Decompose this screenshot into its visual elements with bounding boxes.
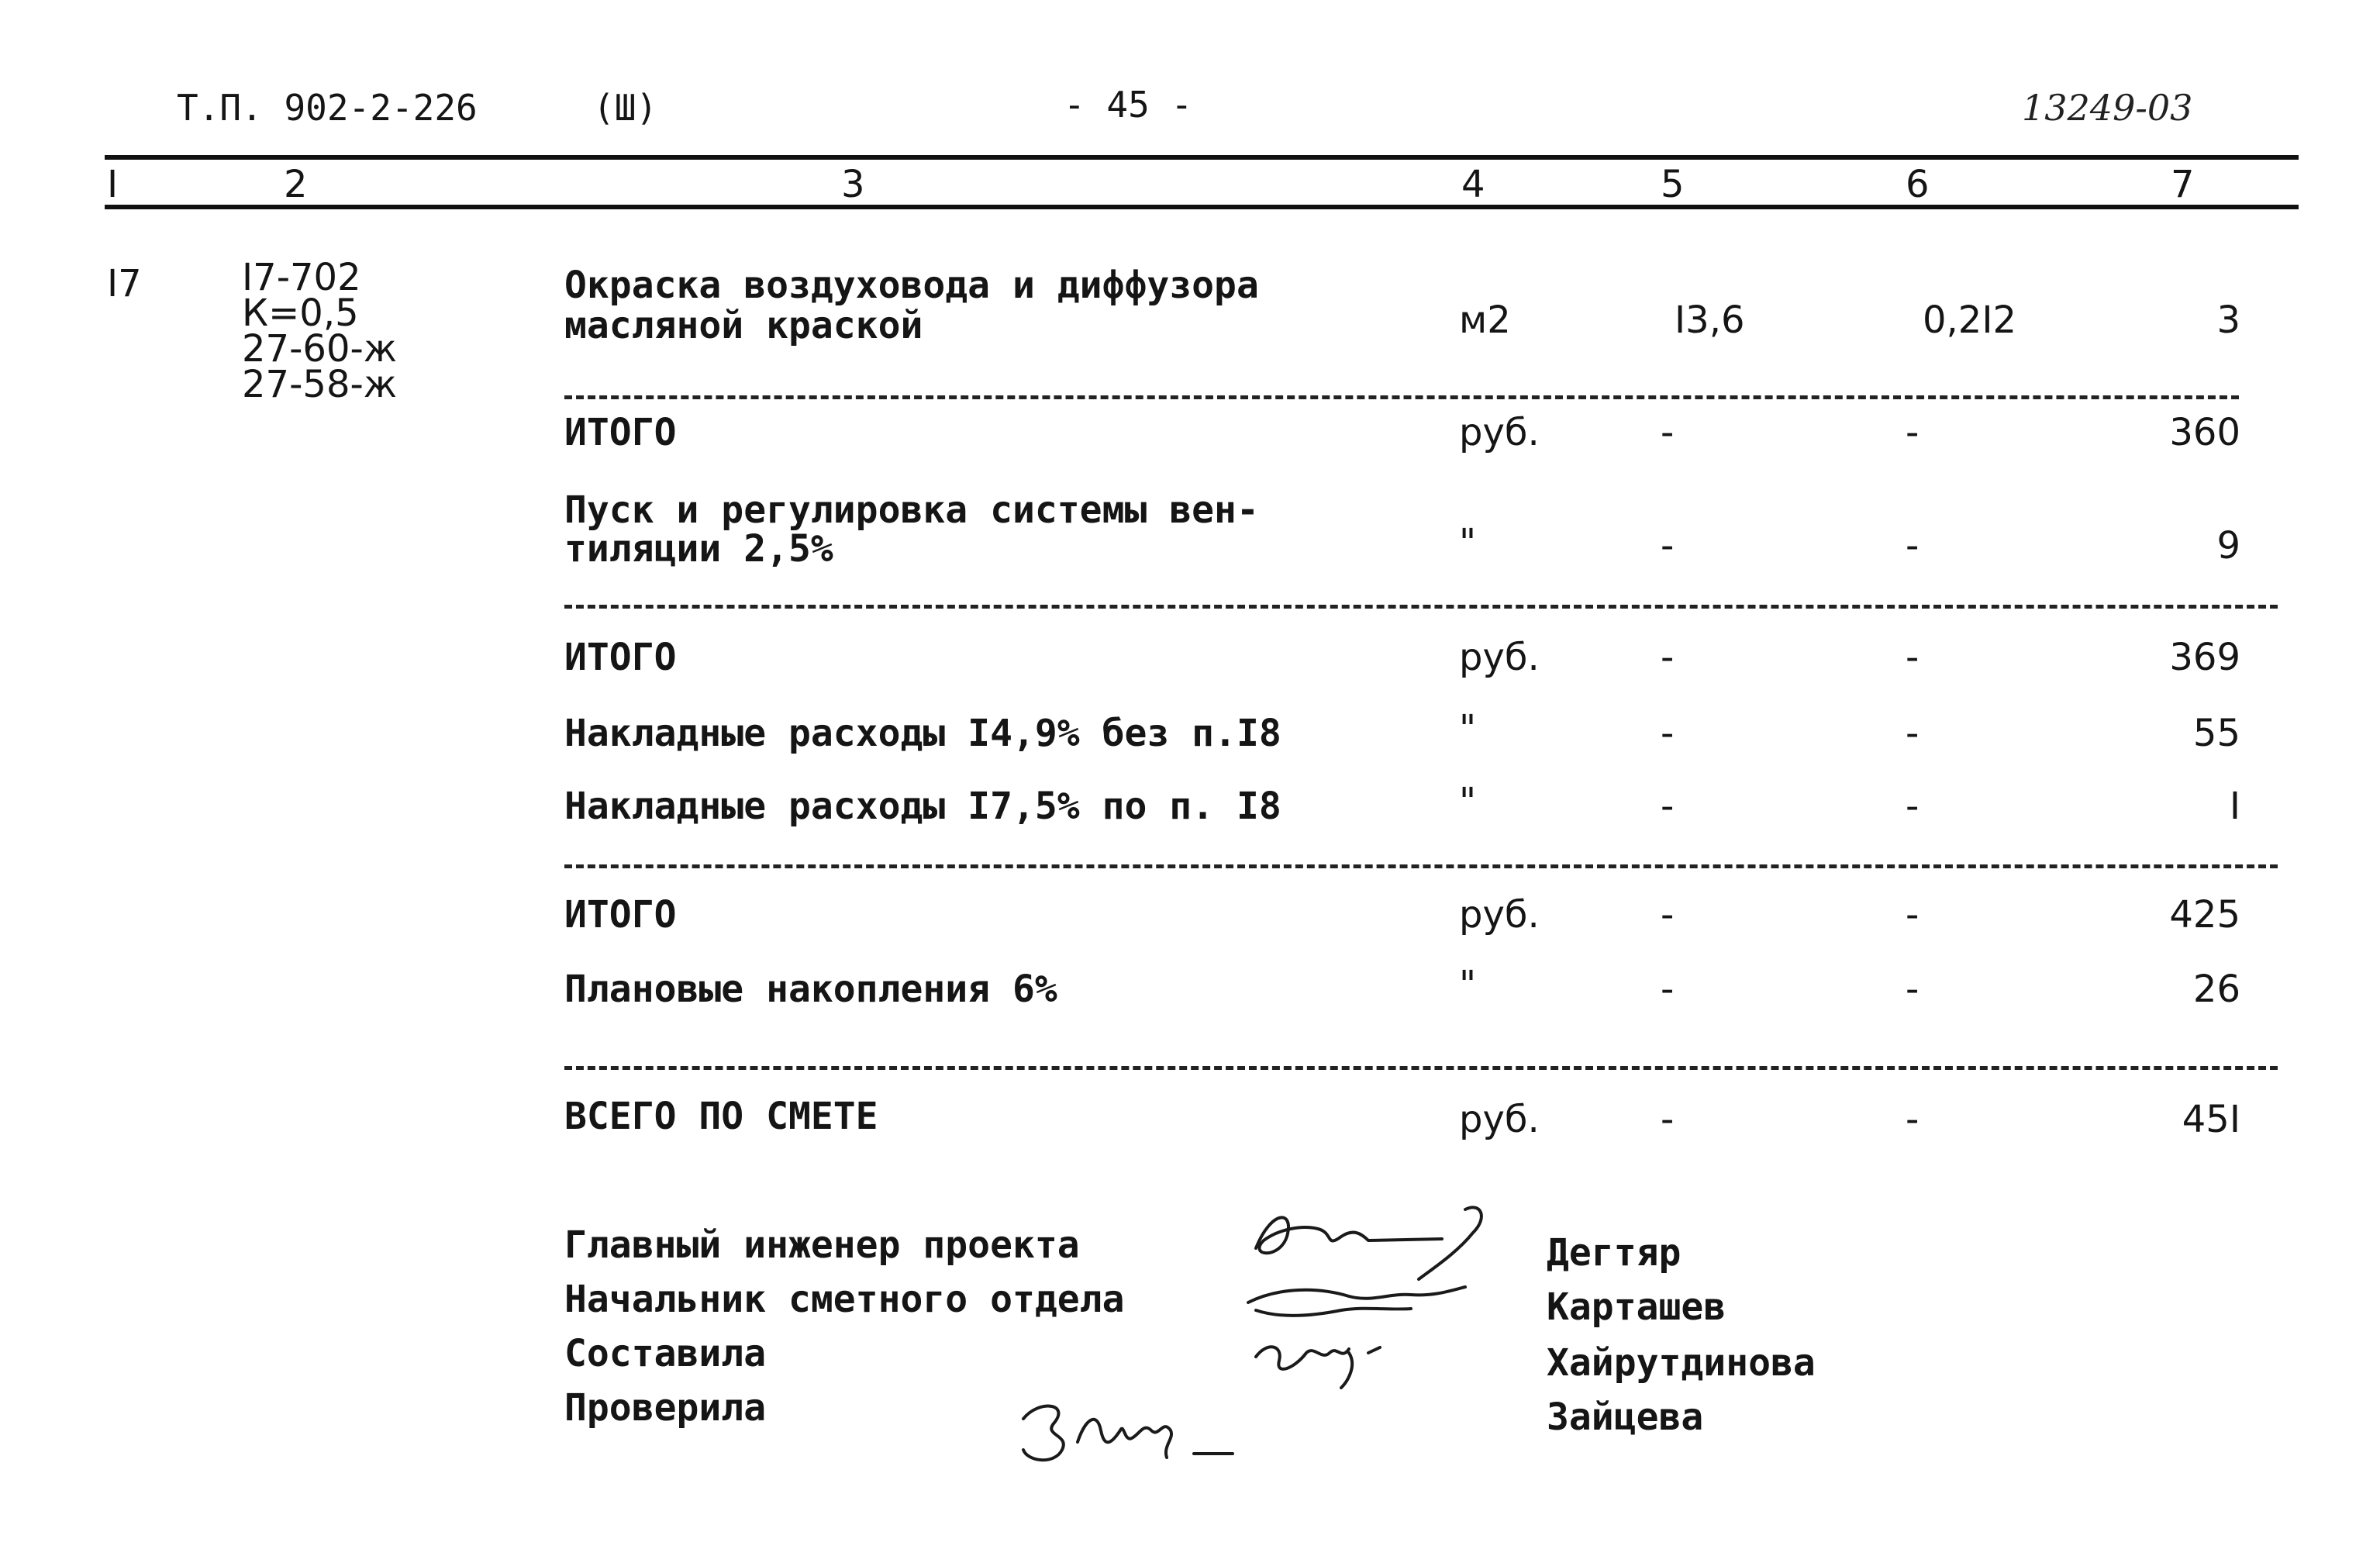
summary-desc: ВСЕГО ПО СМЕТЕ [564, 1095, 878, 1138]
summary-unit: руб. [1459, 893, 1540, 937]
dashed-rule [564, 864, 2278, 868]
row-code-3: 27-60-ж [242, 327, 398, 371]
summary-desc: ИТОГО [564, 636, 677, 679]
col-header-3: 3 [841, 163, 865, 206]
summary-unit: руб. [1459, 411, 1540, 454]
signature-name: Карташев [1547, 1285, 1726, 1329]
dashed-rule [564, 1066, 2278, 1070]
summary-total: 26 [2192, 968, 2240, 1011]
inventory-number: 13249-03 [2022, 87, 2193, 129]
doc-code: Т.П. 902-2-226 [177, 87, 478, 129]
row-desc-line2: масляной краской [564, 304, 923, 347]
dashed-rule [564, 605, 2278, 609]
col-header-7: 7 [2171, 163, 2195, 206]
row-total: 3 [2216, 298, 2240, 342]
row-unit: м2 [1459, 298, 1511, 342]
summary-col6: - [1906, 524, 1920, 568]
summary-col5: - [1661, 1098, 1675, 1141]
signature-role: Главный инженер проекта [564, 1223, 1080, 1267]
row-code-2: К=0,5 [242, 292, 359, 335]
row-price: 0,2I2 [1923, 298, 2017, 342]
summary-total: I [2229, 785, 2240, 828]
summary-col5: - [1661, 893, 1675, 937]
row-number: I7 [107, 262, 142, 305]
summary-total: 425 [2169, 893, 2240, 937]
summary-desc: ИТОГО [564, 893, 677, 937]
summary-unit: руб. [1459, 636, 1540, 679]
summary-total: 369 [2169, 636, 2240, 679]
summary-total: 9 [2216, 524, 2240, 568]
summary-desc-line1: Пуск и регулировка системы вен- [564, 488, 1259, 532]
summary-total: 360 [2169, 411, 2240, 454]
col-header-6: 6 [1906, 163, 1930, 206]
signature-role: Проверила [564, 1386, 767, 1430]
row-code-1: I7-702 [242, 256, 361, 299]
summary-col5: - [1661, 524, 1675, 568]
signature-role: Составила [564, 1332, 767, 1375]
summary-unit: " [1459, 521, 1477, 564]
summary-col6: - [1906, 712, 1920, 755]
col-header-1: I [107, 163, 119, 206]
signature-name: Зайцева [1547, 1396, 1704, 1439]
row-desc-line1: Окраска воздуховода и диффузора [564, 264, 1259, 307]
handwritten-signature [1008, 1388, 1271, 1481]
signature-name: Дегтяр [1547, 1231, 1682, 1275]
summary-unit: " [1459, 963, 1477, 1006]
summary-col6: - [1906, 893, 1920, 937]
summary-unit: " [1459, 707, 1477, 750]
summary-col6: - [1906, 411, 1920, 454]
summary-col5: - [1661, 785, 1675, 828]
header-top-rule [105, 155, 2299, 160]
row-qty: I3,6 [1675, 298, 1745, 342]
signature-role: Начальник сметного отдела [564, 1278, 1125, 1321]
col-header-4: 4 [1461, 163, 1485, 206]
summary-total: 45I [2182, 1098, 2240, 1141]
header-bottom-rule [105, 205, 2299, 209]
summary-col6: - [1906, 968, 1920, 1011]
summary-desc: ИТОГО [564, 411, 677, 454]
summary-desc-line2: тиляции 2,5% [564, 527, 833, 571]
col-header-5: 5 [1661, 163, 1685, 206]
col-header-2: 2 [284, 163, 308, 206]
summary-col5: - [1661, 712, 1675, 755]
summary-unit: руб. [1459, 1098, 1540, 1141]
row-code-4: 27-58-ж [242, 363, 398, 406]
doc-part: (Ш) [593, 87, 658, 129]
summary-desc: Плановые накопления 6% [564, 968, 1057, 1011]
handwritten-signatures [1233, 1194, 1543, 1396]
summary-col5: - [1661, 411, 1675, 454]
summary-col5: - [1661, 636, 1675, 679]
summary-desc: Накладные расходы I7,5% по п. I8 [564, 785, 1281, 828]
summary-desc: Накладные расходы I4,9% без п.I8 [564, 712, 1281, 755]
summary-total: 55 [2192, 712, 2240, 755]
dashed-rule [564, 395, 2239, 399]
summary-col6: - [1906, 636, 1920, 679]
page-number: - 45 - [1064, 84, 1193, 126]
summary-col6: - [1906, 1098, 1920, 1141]
signature-name: Хайрутдинова [1547, 1341, 1816, 1385]
summary-col5: - [1661, 968, 1675, 1011]
summary-unit: " [1459, 780, 1477, 823]
summary-col6: - [1906, 785, 1920, 828]
